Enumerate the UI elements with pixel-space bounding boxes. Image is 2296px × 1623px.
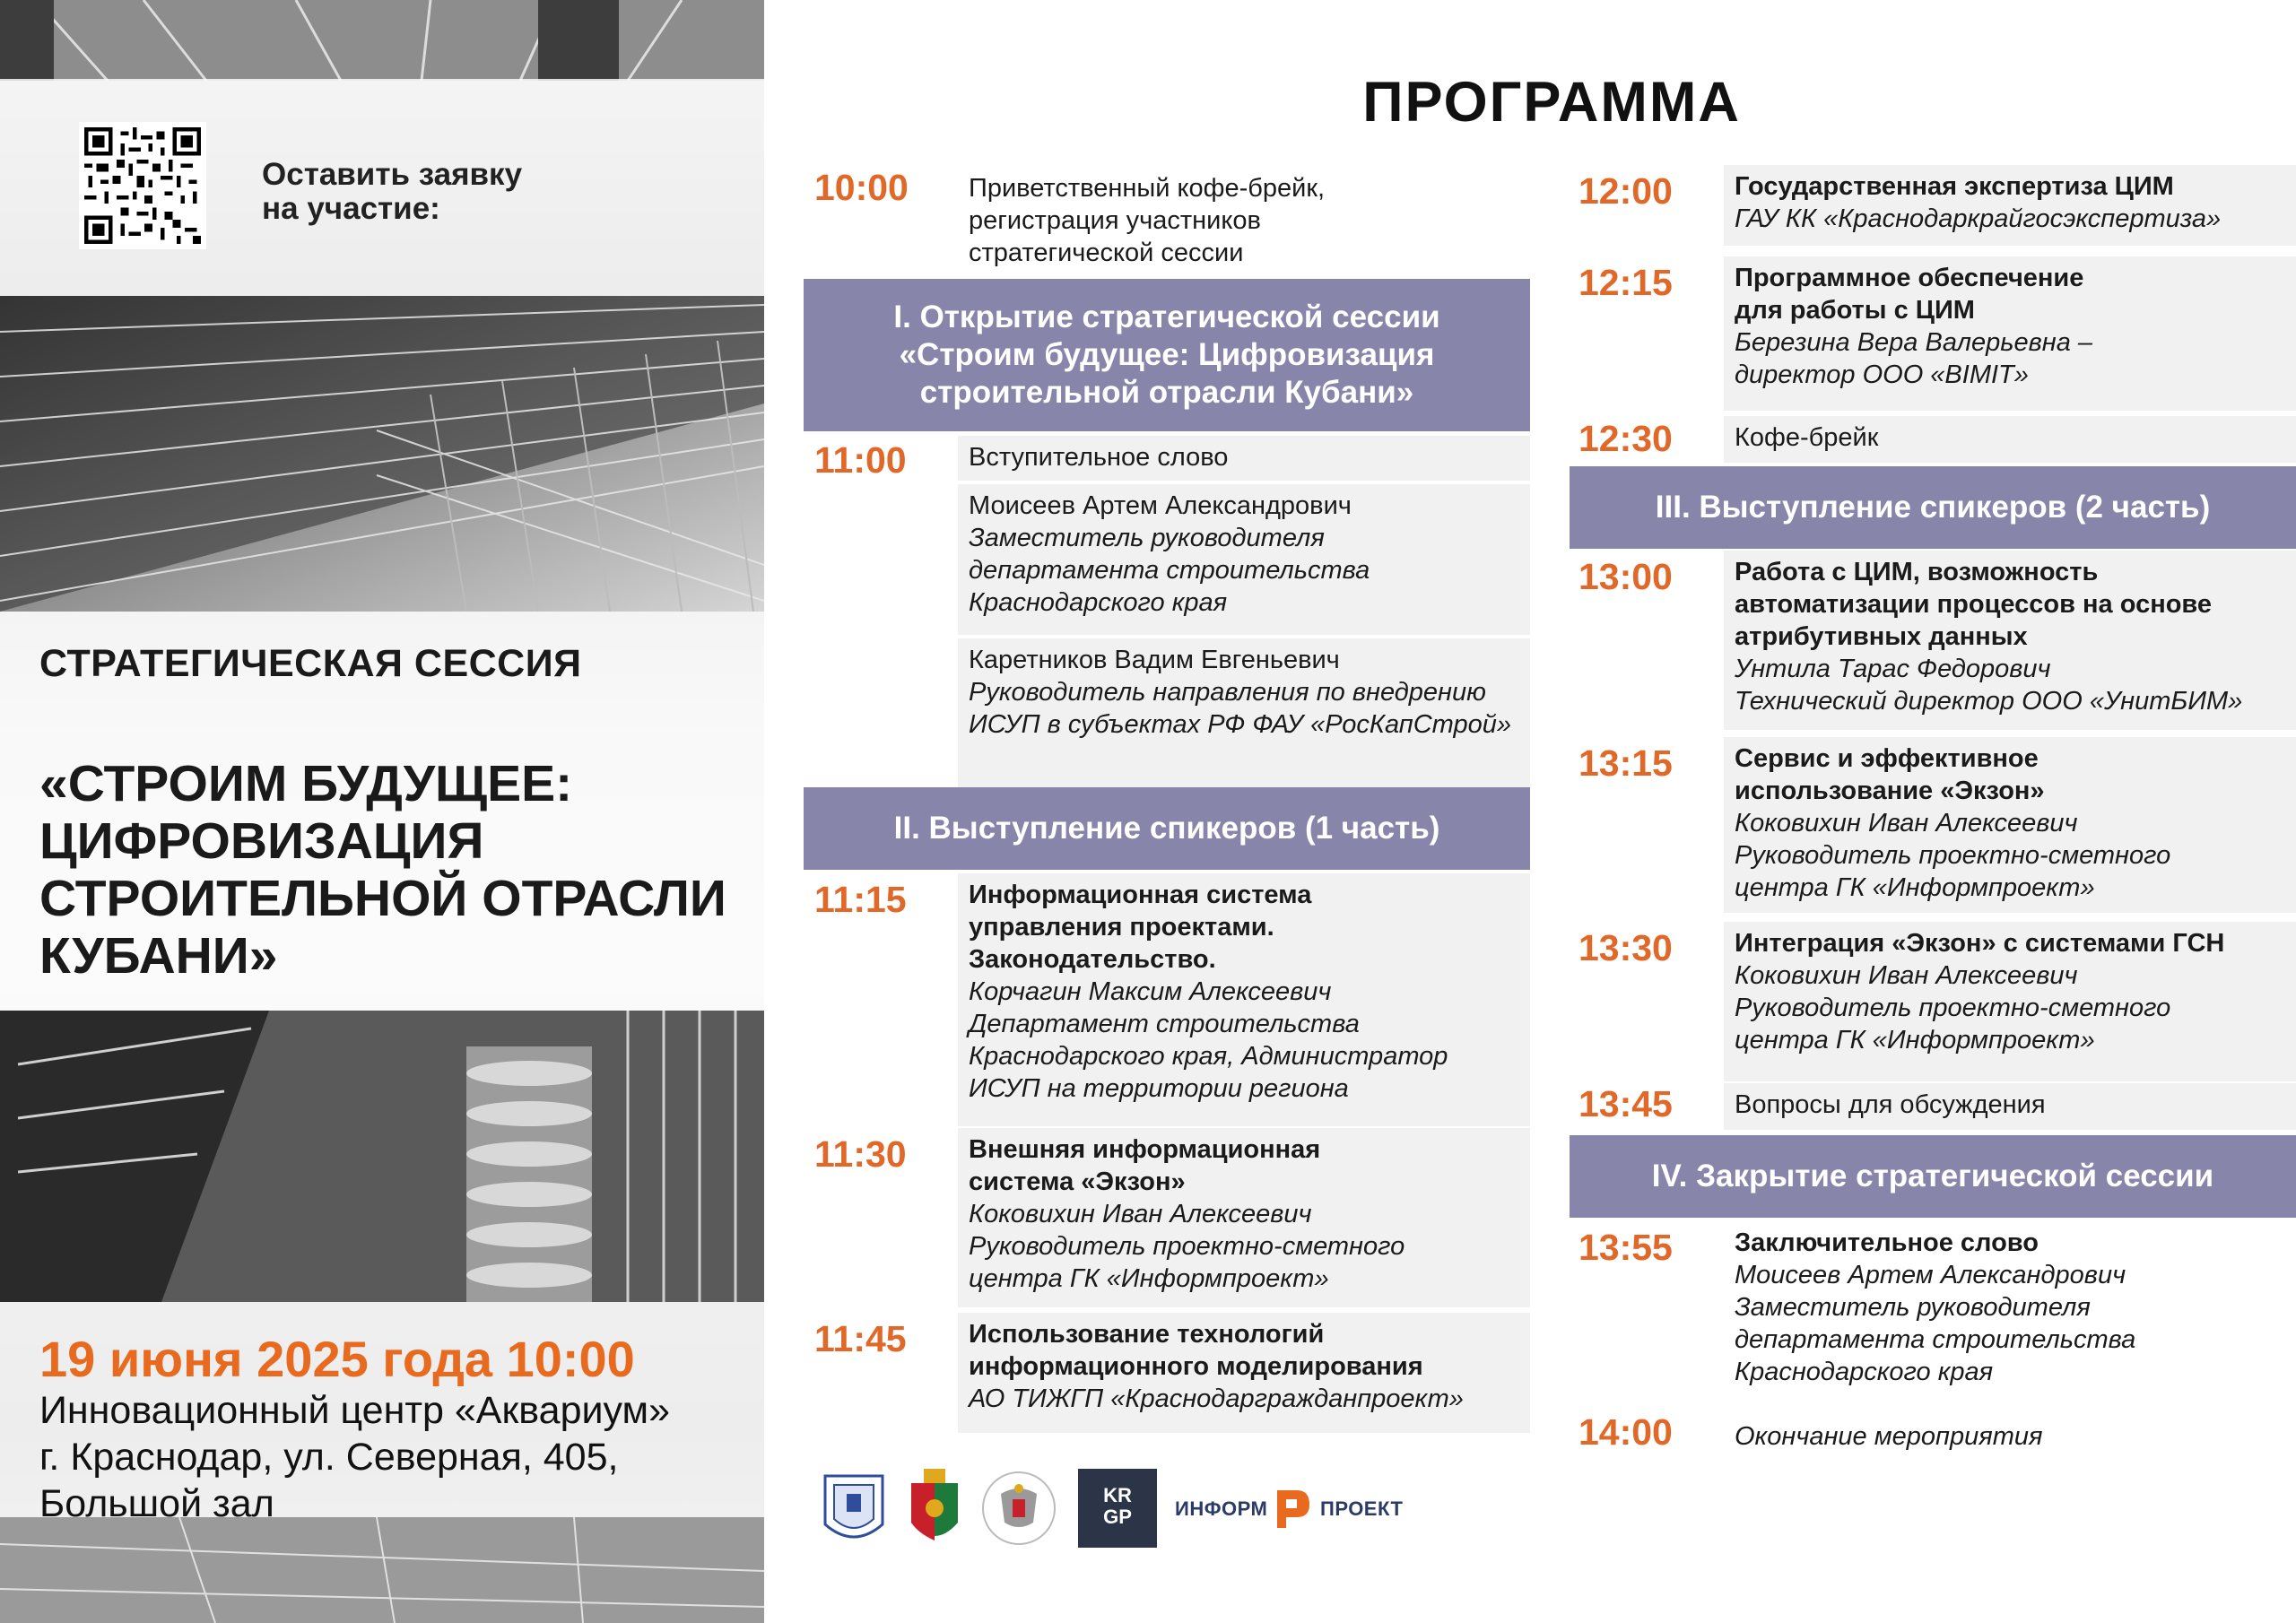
agenda-item-1200 <box>1724 165 2296 246</box>
krgp-logo-bottom: GP <box>1103 1506 1132 1528</box>
item-role: Руководитель проектно-сметного центра ГК «Информпроект» <box>1735 841 2171 902</box>
building-photo-top <box>0 0 764 81</box>
qr-code[interactable] <box>79 122 206 249</box>
time-1215: 12:15 <box>1578 262 1673 303</box>
item-role: Департамент строительства Краснодарского края, Администратор ИСУП на территории региона <box>969 1010 1448 1103</box>
venue-line-1: Инновационный центр «Аквариум» <box>39 1389 670 1432</box>
agenda-item-1345: Вопросы для обсуждения <box>1724 1083 2296 1130</box>
item-speaker: Коковихин Иван Алексеевич <box>969 1200 1312 1228</box>
agenda-opening: Вступительное слово <box>958 436 1530 481</box>
agenda-item-1400: Окончание мероприятия <box>1735 1422 2043 1451</box>
agenda-item-1330 <box>1724 922 2296 1081</box>
time-1100: 11:00 <box>814 439 907 481</box>
krasnodar-coat-of-arms-logo <box>899 1465 970 1556</box>
agenda-item-1115 <box>958 873 1530 1126</box>
krgp-logo <box>1078 1469 1157 1548</box>
item-title: Сервис и эффективное использование «Экзон» <box>1735 744 2045 805</box>
speaker-name: Каретников Вадим Евгеньевич <box>969 646 1340 674</box>
item-title: Заключительное слово <box>1735 1228 2039 1257</box>
section-2-header: II. Выступление спикеров (1 часть) <box>804 787 1530 870</box>
venue-line-3: Большой зал <box>39 1482 274 1525</box>
item-role: Руководитель проектно-сметного центра ГК «Информпроект» <box>1735 994 2171 1055</box>
section-4-header: IV. Закрытие стратегической сессии <box>1570 1135 2296 1218</box>
item-speaker: Унтила Тарас Федорович <box>1735 655 2051 683</box>
agenda-item-1130 <box>958 1128 1530 1307</box>
item-title: Интеграция «Экзон» с системами ГСН <box>1735 929 2225 958</box>
russia-eagle-logo <box>981 1467 1057 1554</box>
time-1330: 13:30 <box>1578 927 1673 968</box>
item-org: ГАУ КК «Краснодаркрайгосэкспертиза» <box>1735 204 2222 233</box>
section-3-header: III. Выступление спикеров (2 часть) <box>1570 466 2296 549</box>
item-role: Руководитель проектно-сметного центра ГК «Информпроект» <box>969 1232 1405 1293</box>
agenda-speaker-moiseev <box>958 484 1530 635</box>
item-title: Внешняя информационная система «Экзон» <box>969 1135 1321 1196</box>
session-title: «СТРОИМ БУДУЩЕЕ: ЦИФРОВИЗАЦИЯ СТРОИТЕЛЬНОЙ ОТРАСЛИ КУБАНИ» <box>39 755 726 985</box>
item-speaker: Коковихин Иван Алексеевич <box>1735 809 2078 838</box>
time-1230: 12:30 <box>1578 418 1673 459</box>
item-role: Технический директор ООО «УнитБИМ» <box>1735 687 2243 716</box>
venue-line-2: г. Краснодар, ул. Северная, 405, <box>39 1436 619 1479</box>
agenda-welcome: Приветственный кофе-брейк, регистрация участников стратегической сессии <box>969 174 1326 267</box>
building-photo-bottom <box>0 1011 764 1302</box>
building-photo-footer <box>0 1517 764 1623</box>
time-1200: 12:00 <box>1578 170 1673 212</box>
session-kicker: СТРАТЕГИЧЕСКАЯ СЕССИЯ <box>39 642 582 685</box>
inform-p-icon <box>1274 1487 1313 1536</box>
time-1145: 11:45 <box>814 1318 907 1359</box>
item-title: Информационная система управления проектами. Законодательство. <box>969 881 1312 974</box>
agenda-item-1300 <box>1724 551 2296 730</box>
item-title: Программное обеспечение для работы с ЦИМ <box>1735 264 2084 325</box>
item-title: Работа с ЦИМ, возможность автоматизации процессов на основе атрибутивных данных <box>1735 558 2212 651</box>
inform-logo-right: ПРОЕКТ <box>1320 1497 1404 1520</box>
item-speaker: Коковихин Иван Алексеевич <box>1735 961 2078 990</box>
building-photo-middle <box>0 296 764 612</box>
agenda-item-1230: Кофе-брейк <box>1724 416 2296 463</box>
venue <box>39 1387 670 1527</box>
speaker-name: Моисеев Артем Александрович <box>969 491 1352 520</box>
time-1115: 11:15 <box>814 879 907 920</box>
left-panel <box>0 0 764 1623</box>
item-role: Заместитель руководителя департамента строительства Краснодарского края <box>1735 1293 2136 1386</box>
krgp-logo-top: KR <box>1103 1484 1132 1506</box>
event-date: 19 июня 2025 года 10:00 <box>39 1331 635 1387</box>
time-1130: 11:30 <box>814 1133 907 1175</box>
time-1355: 13:55 <box>1578 1227 1673 1268</box>
time-1300: 13:00 <box>1578 556 1673 597</box>
agenda-item-1145 <box>958 1313 1530 1433</box>
agenda-speaker-karetnikov <box>958 638 1530 787</box>
speaker-role: Заместитель руководителя департамента строительства Краснодарского края <box>969 524 1370 617</box>
item-speaker: Моисеев Артем Александрович <box>1735 1261 2126 1289</box>
item-title: Использование технологий информационного моделирования <box>969 1320 1423 1381</box>
item-title: Государственная экспертиза ЦИМ <box>1735 172 2174 201</box>
time-1000: 10:00 <box>814 167 909 208</box>
program-title: ПРОГРАММА <box>1362 71 1741 134</box>
ministry-emblem-logo <box>820 1469 888 1554</box>
item-org: АО ТИЖГП «Краснодаргражданпроект» <box>969 1384 1464 1413</box>
apply-label: Оставить заявку на участие: <box>262 157 523 226</box>
partner-logos <box>816 1463 1462 1553</box>
section-1-header: I. Открытие стратегической сессии «Строим будущее: Цифровизация строительной отрасли Кубани» <box>804 279 1530 431</box>
agenda-item-1215 <box>1724 256 2296 411</box>
time-1345: 13:45 <box>1578 1083 1673 1124</box>
time-1400: 14:00 <box>1578 1411 1673 1453</box>
time-1315: 13:15 <box>1578 742 1673 784</box>
inform-logo-left: ИНФОРМ <box>1175 1497 1268 1520</box>
item-speaker: Корчагин Максим Алексеевич <box>969 977 1332 1006</box>
agenda-item-1355 <box>1724 1221 2296 1401</box>
speaker-role: Руководитель направления по внедрению ИСУП в субъектах РФ ФАУ «РосКапСтрой» <box>969 678 1512 739</box>
agenda-item-1315 <box>1724 737 2296 913</box>
item-speaker: Березина Вера Валерьевна – директор ООО «BIMIT» <box>1735 328 2093 389</box>
